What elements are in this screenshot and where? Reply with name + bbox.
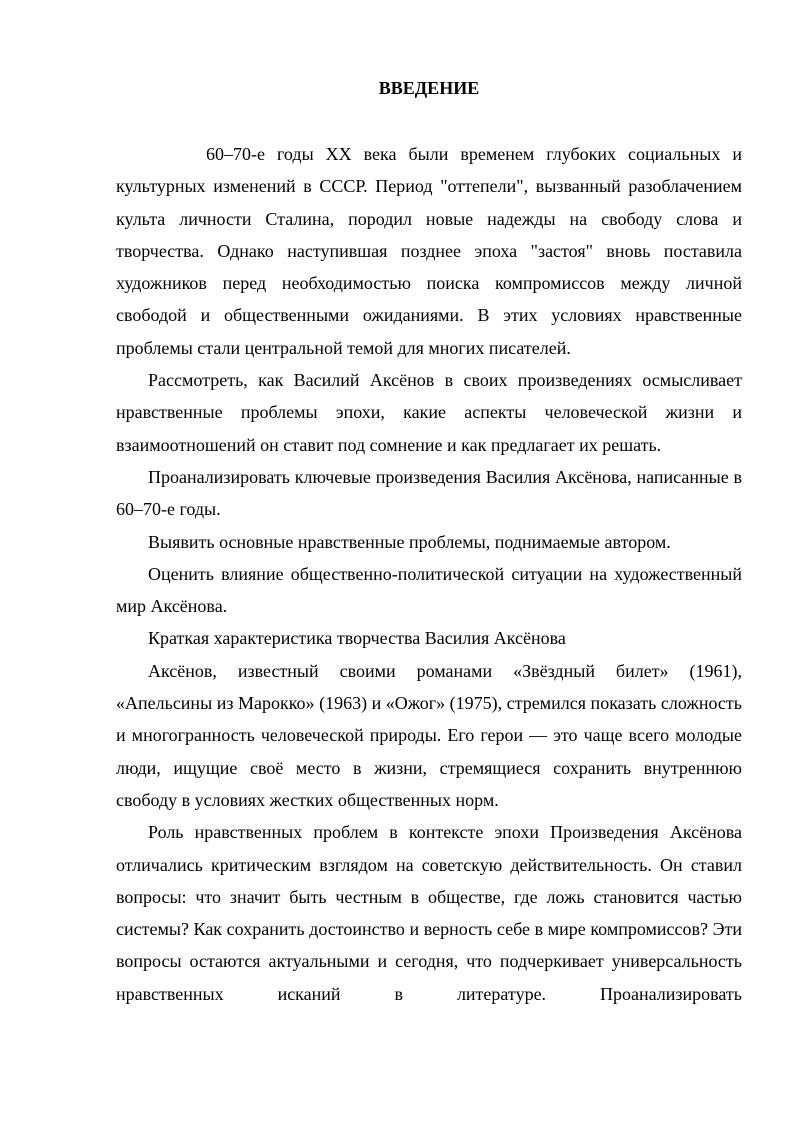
paragraph-task-identify: Выявить основные нравственные проблемы, поднимаемые автором. [148,531,671,552]
paragraph-characteristics: Аксёнов, известный своими романами «Звёздный билет» (1961), «Апельсины из Марокко» (1963) и «Ожог» (1975), стремился показать сложность и многогранность человеческой природы. Его герои — это чаще всего молодые люди, ищущие своё место в жизни, стремящиеся сохранить внутреннюю свободу в условиях жестких общественных норм. [116,660,742,810]
document-body [116,138,742,1010]
page-title: ВВЕДЕНИЕ [378,78,480,98]
section-heading-characteristics: Краткая характеристика творчества Василия Аксёнова [148,628,566,649]
paragraph-intro: 60–70-е годы XX века были временем глубоких социальных и культурных изменений в СССР. Период "оттепели", вызванный разоблачением культа личности Сталина, породил новые надежды на свободу слова и творчества. Однако наступившая позднее эпоха "застоя" вновь поставила художников перед необходимостью поиска компромиссов между личной свободой и общественными ожиданиями. В этих условиях нравственные проблемы стали центральной темой для многих писателей. [116,144,742,358]
paragraph-role-of-moral-problems: Роль нравственных проблем в контексте эпохи Произведения Аксёнова отличались критическим взглядом на советскую действительность. Он ставил вопросы: что значит быть честным в обществе, где ложь становится частью системы? Как сохранить достоинство и верность себе в мире компромиссов? Эти вопросы остаются актуальными и сегодня, что подчеркивает универсальность нравственных исканий в литературе. Проанализировать [116,822,742,1004]
paragraph-task-analyze: Проанализировать ключевые произведения Василия Аксёнова, написанные в 60–70-е годы. [116,466,742,520]
paragraph-goal: Рассмотреть, как Василий Аксёнов в своих произведениях осмысливает нравственные проблемы эпохи, какие аспекты человеческой жизни и взаимоотношений он ставит под сомнение и как предлагает их решать. [116,370,742,455]
paragraph-task-evaluate: Оценить влияние общественно-политической ситуации на художественный мир Аксёнова. [116,563,742,617]
